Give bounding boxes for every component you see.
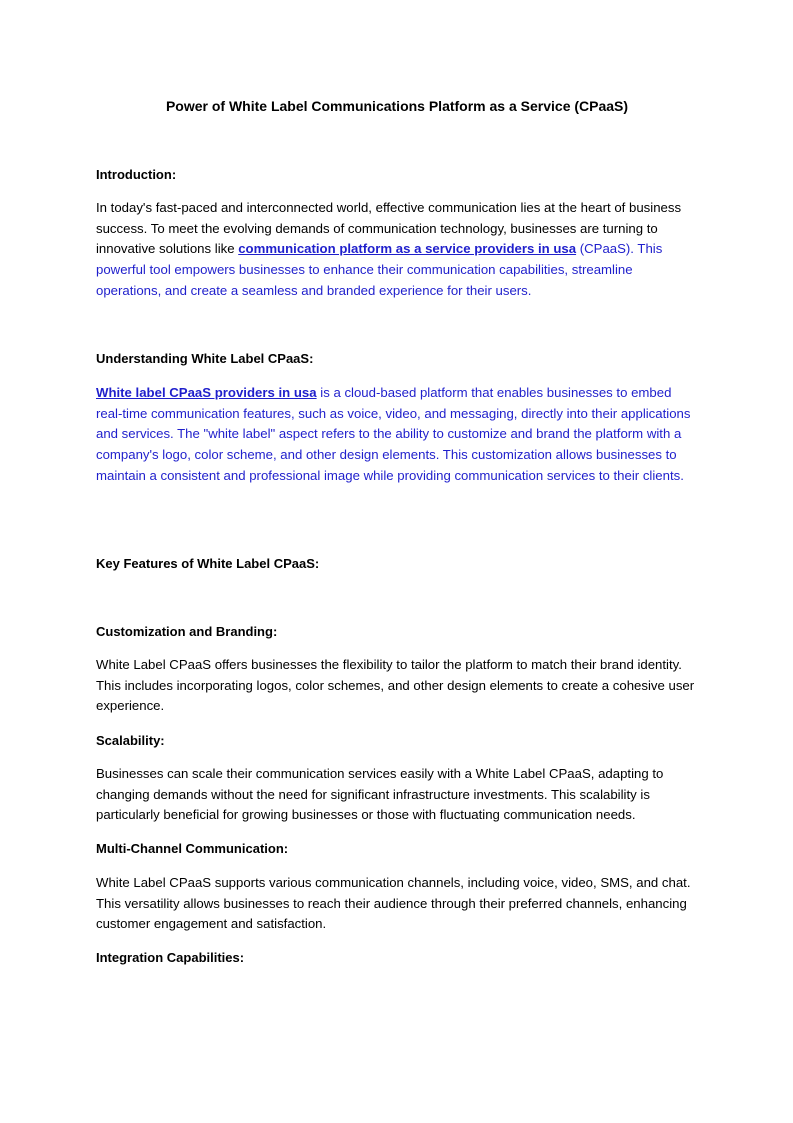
intro-text-after: (CPaaS). This powerful tool empowers businesses to enhance their communication capabilities, streamline operations, and create a seamless and branded experience for their users. xyxy=(96,241,663,298)
link-cpaas-providers[interactable]: communication platform as a service providers in usa xyxy=(238,241,577,257)
heading-multichannel: Multi-Channel Communication: xyxy=(96,841,289,856)
paragraph-introduction xyxy=(96,198,698,302)
heading-introduction: Introduction: xyxy=(96,167,177,182)
link-white-label-providers[interactable]: White label CPaaS providers in usa xyxy=(96,385,317,400)
heading-scalability: Scalability: xyxy=(96,733,165,748)
paragraph-scalability: Businesses can scale their communication services easily with a White Label CPaaS, adapting to changing demands without the need for significant infrastructure investments. This scalability is particularly beneficial for growing businesses or those with fluctuating communication needs. xyxy=(96,766,664,823)
heading-customization: Customization and Branding: xyxy=(96,624,278,639)
heading-integration: Integration Capabilities: xyxy=(96,950,245,965)
intro-text-before: In today's fast-paced and interconnected world, effective communication lies at the heart of business success. To meet the evolving demands of communication technology, businesses are turning to innovative solutions like xyxy=(96,200,682,257)
understanding-text-after: is a cloud-based platform that enables businesses to embed real-time communication features, such as voice, video, and messaging, directly into their applications and services. The "white label" aspect refers to the ability to customize and brand the platform with a company's logo, color scheme, and other design elements. This customization allows businesses to maintain a consistent and professional image while providing communication services to their clients. xyxy=(96,385,691,483)
paragraph-multichannel: White Label CPaaS supports various communication channels, including voice, video, SMS, and chat. This versatility allows businesses to reach their audience through their preferred channels, enhancing customer engagement and satisfaction. xyxy=(96,875,691,932)
heading-key-features: Key Features of White Label CPaaS: xyxy=(96,556,320,571)
paragraph-customization: White Label CPaaS offers businesses the flexibility to tailor the platform to match their brand identity. This includes incorporating logos, color schemes, and other design elements to create a cohesive user experience. xyxy=(96,657,695,714)
paragraph-understanding xyxy=(96,383,698,487)
heading-understanding: Understanding White Label CPaaS: xyxy=(96,351,314,366)
document-title: Power of White Label Communications Platform as a Service (CPaaS) xyxy=(165,98,629,114)
